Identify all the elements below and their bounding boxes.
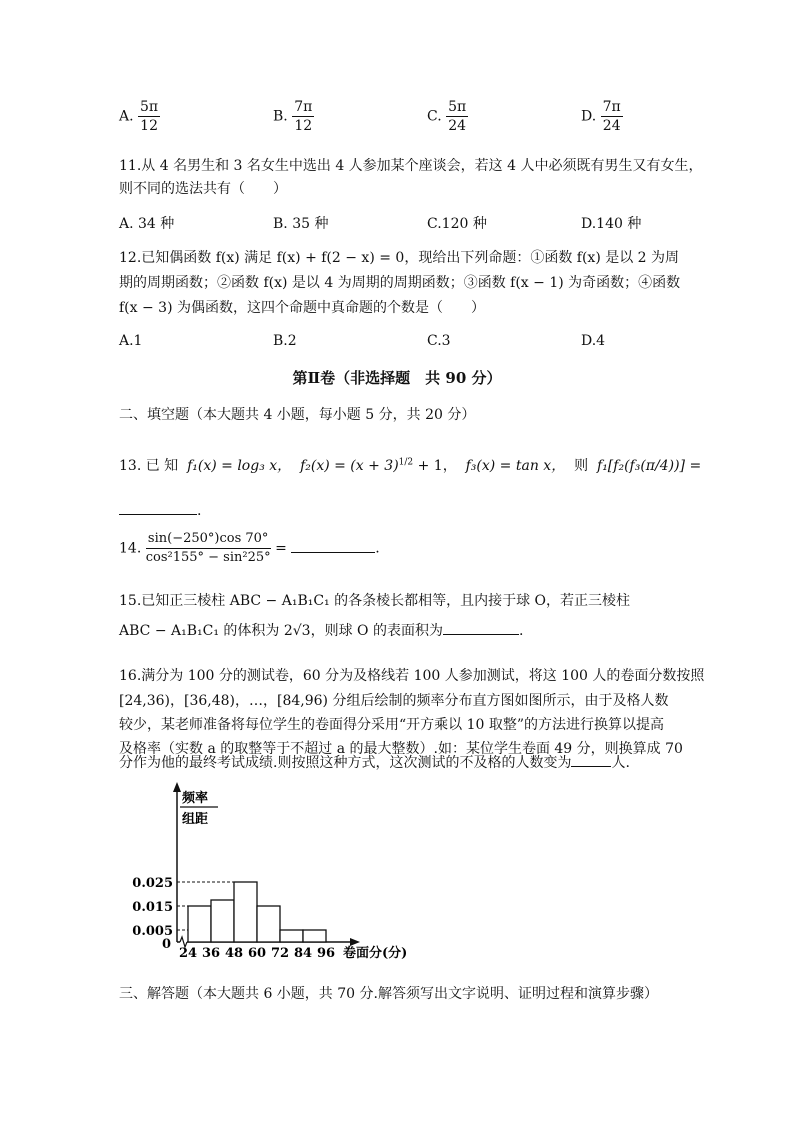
q11-option-d: D.140 种 [581,216,642,232]
q14-answer-blank[interactable] [291,552,375,553]
y-axis-label-top: 频率 [182,791,209,806]
q10-option-a: A. $\frac{5\pi}{12}$ [119,99,159,134]
x-tick-label: 36 [201,946,221,961]
part2-heading: 二、填空题（本大题共 4 小题，每小题 5 分，共 20 分） [119,407,476,423]
y-axis-arrow [173,782,181,792]
q12-line3: f(x − 3) 为偶函数，这四个命题中真命题的个数是（ ） [119,300,485,316]
q13-answer-blank[interactable]: . [119,503,201,519]
y-axis-label-bottom: 组距 [182,812,209,827]
q16-line4: 及格率（实数 a 的取整等于不超过 a 的最大整数）.如：某位学生卷面 49 分，则换算成 70 [119,741,683,757]
x-tick-label: 84 [293,946,313,961]
histogram-bar [234,882,257,942]
histogram-bar [280,930,303,942]
q12-line1: 12.已知偶函数 f(x) 满足 f(x) + f(2 − x) = 0，现给出下列命题：①函数 f(x) 是以 2 为周 [119,250,680,266]
q15-answer-blank[interactable] [443,634,519,635]
frequency-histogram [115,780,435,970]
q11-option-c: C.120 种 [427,216,487,232]
histogram-bar [303,930,326,942]
q12-option-a: A.1 [119,333,143,349]
y-tick-label: 0.005 [132,924,173,939]
q14-line: 14. $\frac{\sin(-250^\circ)\cos 70^\circ}{\text{cos²155° − sin²25°}}$ = . [119,531,380,565]
q15-line2: ABC − A₁B₁C₁ 的体积为 2√3，则球 O 的表面积为 . [119,623,524,639]
q16-answer-blank[interactable] [571,766,611,767]
q12-line2: 期的周期函数；②函数 f(x) 是以 4 为周期的周期函数；③函数 f(x − 1) 为奇函数；④函数 [119,275,681,291]
q11-line2: 则不同的选法共有（ ） [119,181,287,197]
q13-line: 13. 已 知 f₁(x) = log₃ x， $f_2(x) = (x + 3)^{1/2} + 1$， f₃(x) = tan x， 则 f₁[f₂(f₃(π/4))] = [119,457,702,474]
section2-title: 第Ⅱ卷（非选择题 共 90 分） [292,369,502,387]
histogram-bar [257,906,280,942]
y-tick-label: 0.025 [132,876,173,891]
x-axis-arrow [350,938,360,946]
q10-option-d: D. $\frac{7\pi}{24}$ [581,99,621,134]
x-tick-label: 72 [270,946,290,961]
q11-option-a: A. 34 种 [119,216,175,232]
x-axis-label: 卷面分(分) [343,946,408,961]
x-tick-label: 24 [178,946,198,961]
origin-label: 0 [161,937,171,952]
q11-line1: 11.从 4 名男生和 3 名女生中选出 4 人参加某个座谈会，若这 4 人中必须既有男生又有女生， [119,158,703,174]
q12-option-d: D.4 [581,333,606,349]
histogram-bar [188,906,211,942]
q12-option-b: B.2 [273,333,297,349]
part3-heading: 三、解答题（本大题共 6 小题，共 70 分.解答须写出文字说明、证明过程和演算步骤） [119,986,658,1002]
q16-line2: [24,36)，[36,48)，…，[84,96) 分组后绘制的频率分布直方图如图所示，由于及格人数 [119,693,669,709]
q10-option-c: C. $\frac{5\pi}{24}$ [427,99,467,134]
q15-line1: 15.已知正三棱柱 ABC − A₁B₁C₁ 的各条棱长都相等，且内接于球 O，若正三棱柱 [119,593,631,609]
x-tick-label: 96 [316,946,336,961]
x-tick-label: 48 [224,946,244,961]
q11-option-b: B. 35 种 [273,216,329,232]
x-tick-label: 60 [247,946,267,961]
q12-option-c: C.3 [427,333,451,349]
q10-option-b: B. $\frac{7\pi}{12}$ [273,99,313,134]
histogram-bar [211,900,234,942]
q16-line3: 较少，某老师准备将每位学生的卷面得分采用“开方乘以 10 取整”的方法进行换算以提高 [119,717,665,733]
q16-line5: 分作为他的最终考试成绩.则按照这种方式，这次测试的不及格的人数变为 人. [119,755,630,771]
q16-line1: 16.满分为 100 分的测试卷，60 分为及格线若 100 人参加测试，将这 100 人的卷面分数按照 [119,668,705,684]
y-tick-label: 0.015 [132,900,173,915]
